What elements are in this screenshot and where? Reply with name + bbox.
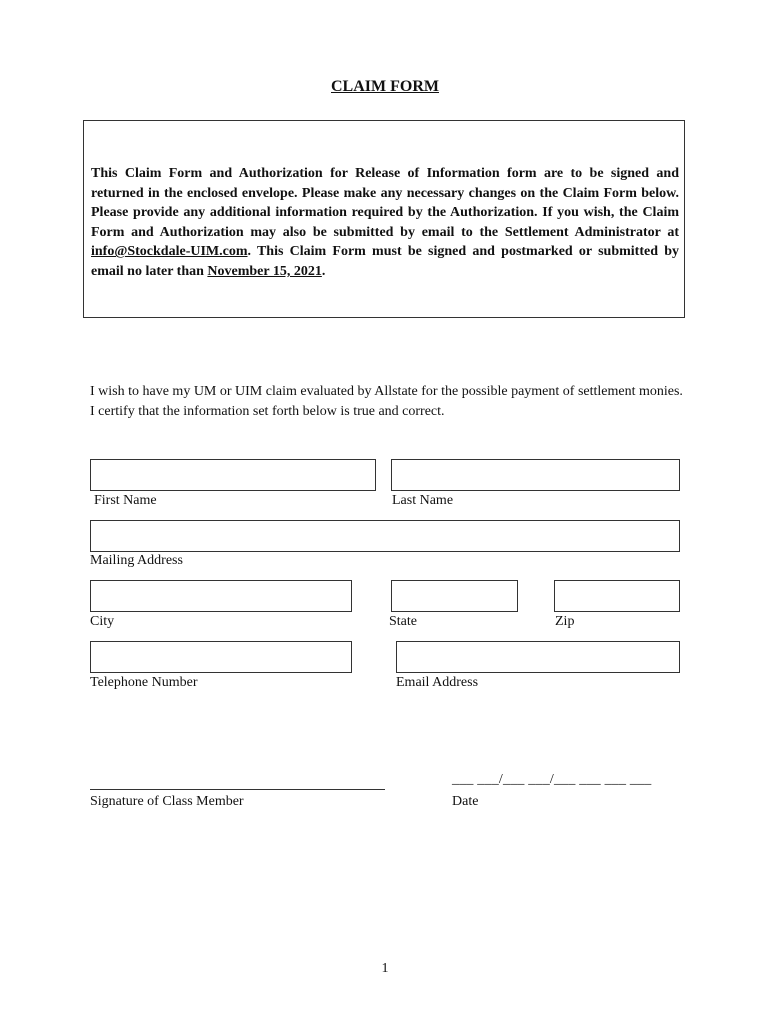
deadline-date: November 15, 2021	[207, 263, 322, 279]
telephone-input[interactable]	[90, 641, 352, 673]
signature-label: Signature of Class Member	[90, 794, 244, 809]
first-name-label: First Name	[94, 493, 157, 508]
notice-text-part-1: This Claim Form and Authorization for Release of Information form are to be signed and returned in the enclosed envelope. Please make any necessary changes on the Claim Form below. Please provide any additional information required by the Authorization. If you wish, the Claim Form and Authorization may also be submitted by email to the Settlement Administrator at	[91, 166, 679, 240]
zip-input[interactable]	[554, 580, 680, 612]
state-input[interactable]	[391, 580, 518, 612]
certification-statement: I wish to have my UM or UIM claim evaluated by Allstate for the possible payment of settlement monies. I certify that the information set forth below is true and correct.	[90, 384, 683, 419]
email-input[interactable]	[396, 641, 680, 673]
signature-line[interactable]	[90, 789, 385, 790]
form-title: CLAIM FORM	[331, 78, 439, 95]
date-label: Date	[452, 794, 479, 809]
telephone-label: Telephone Number	[90, 675, 198, 690]
email-label: Email Address	[396, 675, 479, 690]
date-blanks[interactable]: ___ ___/___ ___/___ ___ ___ ___	[452, 772, 652, 787]
notice-box	[83, 120, 685, 318]
state-label: State	[389, 614, 417, 629]
city-label: City	[90, 614, 115, 629]
notice-text	[91, 164, 679, 282]
notice-text-part-2: . This Claim Form must be signed and postmarked or submitted by email no later than	[91, 244, 679, 279]
mailing-address-input[interactable]	[90, 520, 680, 552]
zip-label: Zip	[555, 614, 575, 629]
notice-text-part-3: .	[321, 263, 326, 279]
last-name-input[interactable]	[391, 459, 680, 491]
settlement-email-link[interactable]: info@Stockdale-UIM.com	[91, 244, 248, 260]
page-number: 1	[381, 961, 389, 976]
city-input[interactable]	[90, 580, 352, 612]
first-name-input[interactable]	[90, 459, 376, 491]
mailing-address-label: Mailing Address	[90, 553, 183, 568]
last-name-label: Last Name	[392, 493, 454, 508]
